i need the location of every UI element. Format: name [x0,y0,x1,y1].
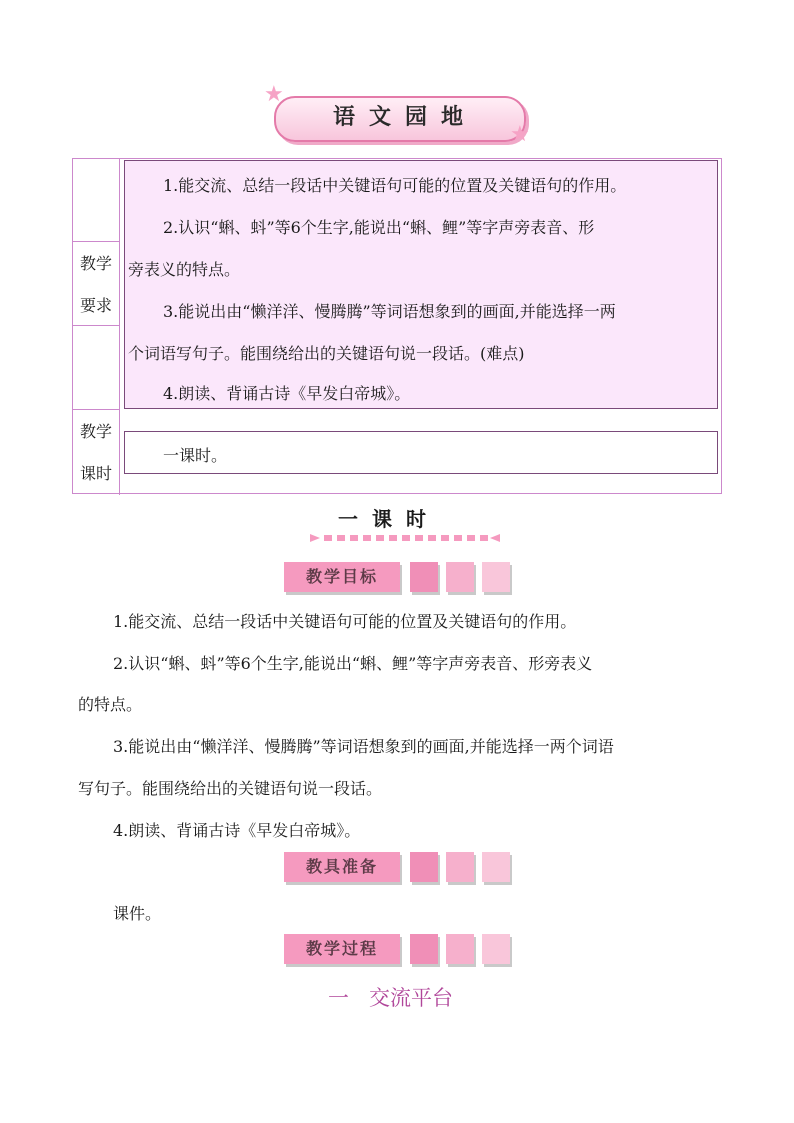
requirement-line: 2.认识“蝌、蚪”等6个生字,能说出“蝌、鲤”等字声旁表音、形 [163,218,595,237]
period-label-line1: 教学 [79,422,112,441]
section-tag-goals [284,562,510,596]
goal-line: 2.认识“蝌、蚪”等6个生字,能说出“蝌、鲤”等字声旁表音、形旁表义 [113,654,593,673]
section-heading: 一 交流平台 [328,986,454,1010]
goal-line: 的特点。 [78,695,143,714]
requirement-line: 旁表义的特点。 [128,260,241,279]
goal-line: 4.朗读、背诵古诗《早发白帝城》。 [113,821,361,840]
requirements-label-line1: 教学 [79,254,112,273]
section-tag-process [284,934,510,968]
section-tag-label: 教具准备 [284,852,400,882]
requirement-line: 个词语写句子。能围绕给出的关键语句说一段话。(难点) [128,344,525,363]
goal-line: 1.能交流、总结一段话中关键语句可能的位置及关键语句的作用。 [113,612,577,631]
period-label-line2: 课时 [79,464,112,483]
page-title: 语文园地 [332,105,477,130]
goal-line: 写句子。能围绕给出的关键语句说一段话。 [78,779,383,798]
period-text: 一课时。 [163,446,228,465]
requirements-box [124,160,718,409]
requirement-line: 4.朗读、背诵古诗《早发白帝城》。 [163,384,411,403]
goal-line: 3.能说出由“懒洋洋、慢腾腾”等词语想象到的画面,并能选择一两个词语 [113,737,614,756]
star-icon: ★ [510,122,530,147]
section-tag-label: 教学过程 [284,934,400,964]
requirements-table [72,158,722,494]
decorative-dashes [310,532,500,544]
star-icon: ★ [264,82,284,107]
requirements-label-line2: 要求 [79,296,112,315]
requirement-line: 1.能交流、总结一段话中关键语句可能的位置及关键语句的作用。 [163,176,627,195]
requirement-line: 3.能说出由“懒洋洋、慢腾腾”等词语想象到的画面,并能选择一两 [163,302,616,321]
materials-text: 课件。 [113,904,162,923]
section-tag-materials [284,852,510,886]
period-box [124,431,718,474]
lesson-title: 一课时 [338,507,440,531]
section-tag-label: 教学目标 [284,562,400,592]
header-banner [264,82,530,148]
